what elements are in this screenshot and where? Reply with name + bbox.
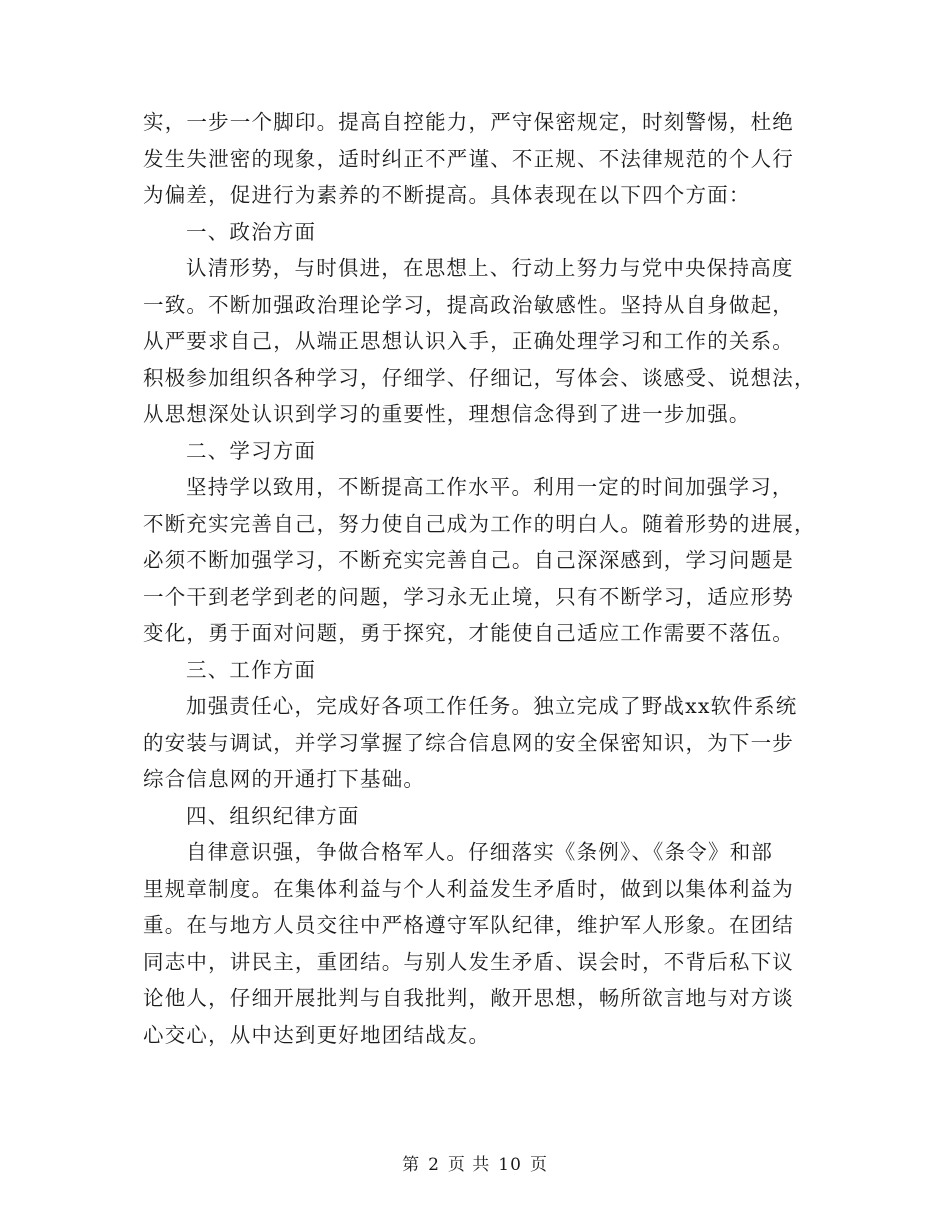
page-footer: [0, 1150, 950, 1175]
text-line: 必须不断加强学习，不断充实完善自己。自己深深感到，学习问题是: [143, 548, 794, 572]
text-line: 从思想深处认识到学习的重要性，理想信念得到了进一步加强。: [143, 402, 751, 426]
text-line: 二、学习方面: [186, 438, 317, 463]
text-line: 变化，勇于面对问题，勇于探究，才能使自己适应工作需要不落伍。: [143, 621, 794, 645]
footer-current-page: 2: [428, 1155, 440, 1175]
text-line: 认清形势，与时俱进，在思想上、行动上努力与党中央保持高度: [186, 256, 794, 280]
text-line: 里规章制度。在集体利益与个人利益发生矛盾时，做到以集体利益为: [143, 876, 794, 901]
text-line: 不断充实完善自己，努力使自己成为工作的明白人。随着形势的进展，: [143, 511, 816, 536]
text-line: 综合信息网的开通打下基础。: [143, 767, 426, 791]
footer-middle: 页 共: [447, 1155, 491, 1175]
text-line: 一致。不断加强政治理论学习，提高政治敏感性。坚持从自身做起，: [143, 292, 794, 317]
text-line: 重。在与地方人员交往中严格遵守军队纪律，维护军人形象。在团结: [143, 913, 794, 937]
footer-suffix: 页: [529, 1155, 548, 1175]
text-line: 一、政治方面: [186, 219, 317, 244]
document-body: [143, 104, 816, 1053]
text-line: 发生失泄密的现象，适时纠正不严谨、不正规、不法律规范的个人行: [143, 146, 794, 171]
text-line: 的安装与调试，并学习掌握了综合信息网的安全保密知识，为下一步: [143, 730, 794, 755]
text-line: 四、组织纪律方面: [186, 803, 360, 828]
text-line: 从严要求自己，从端正思想认识入手，正确处理学习和工作的关系。: [143, 329, 794, 353]
footer-total-pages: 10: [498, 1155, 522, 1175]
text-line: 积极参加组织各种学习，仔细学、仔细记，写体会、谈感受、说想法，: [143, 365, 816, 390]
text-line: 为偏差，促进行为素养的不断提高。具体表现在以下四个方面：: [143, 183, 751, 207]
text-line: 一个干到老学到老的问题，学习永无止境，只有不断学习，适应形势: [143, 584, 794, 609]
text-line: 论他人，仔细开展批判与自我批判，敞开思想，畅所欲言地与对方谈: [143, 986, 794, 1010]
text-line: 实，一步一个脚印。提高自控能力，严守保密规定，时刻警惕，杜绝: [143, 110, 794, 134]
text-line: 坚持学以致用，不断提高工作水平。利用一定的时间加强学习，: [186, 475, 794, 499]
text-line: 心交心，从中达到更好地团结战友。: [143, 1022, 491, 1047]
text-line: 同志中，讲民主，重团结。与别人发生矛盾、误会时，不背后私下议: [143, 949, 794, 974]
footer-prefix: 第: [402, 1155, 421, 1175]
text-line: 加强责任心，完成好各项工作任务。独立完成了野战xx软件系统: [186, 694, 798, 718]
text-line: 三、工作方面: [186, 657, 317, 682]
text-line: 自律意识强，争做合格军人。仔细落实《条例》、《条令》和部: [186, 840, 774, 864]
